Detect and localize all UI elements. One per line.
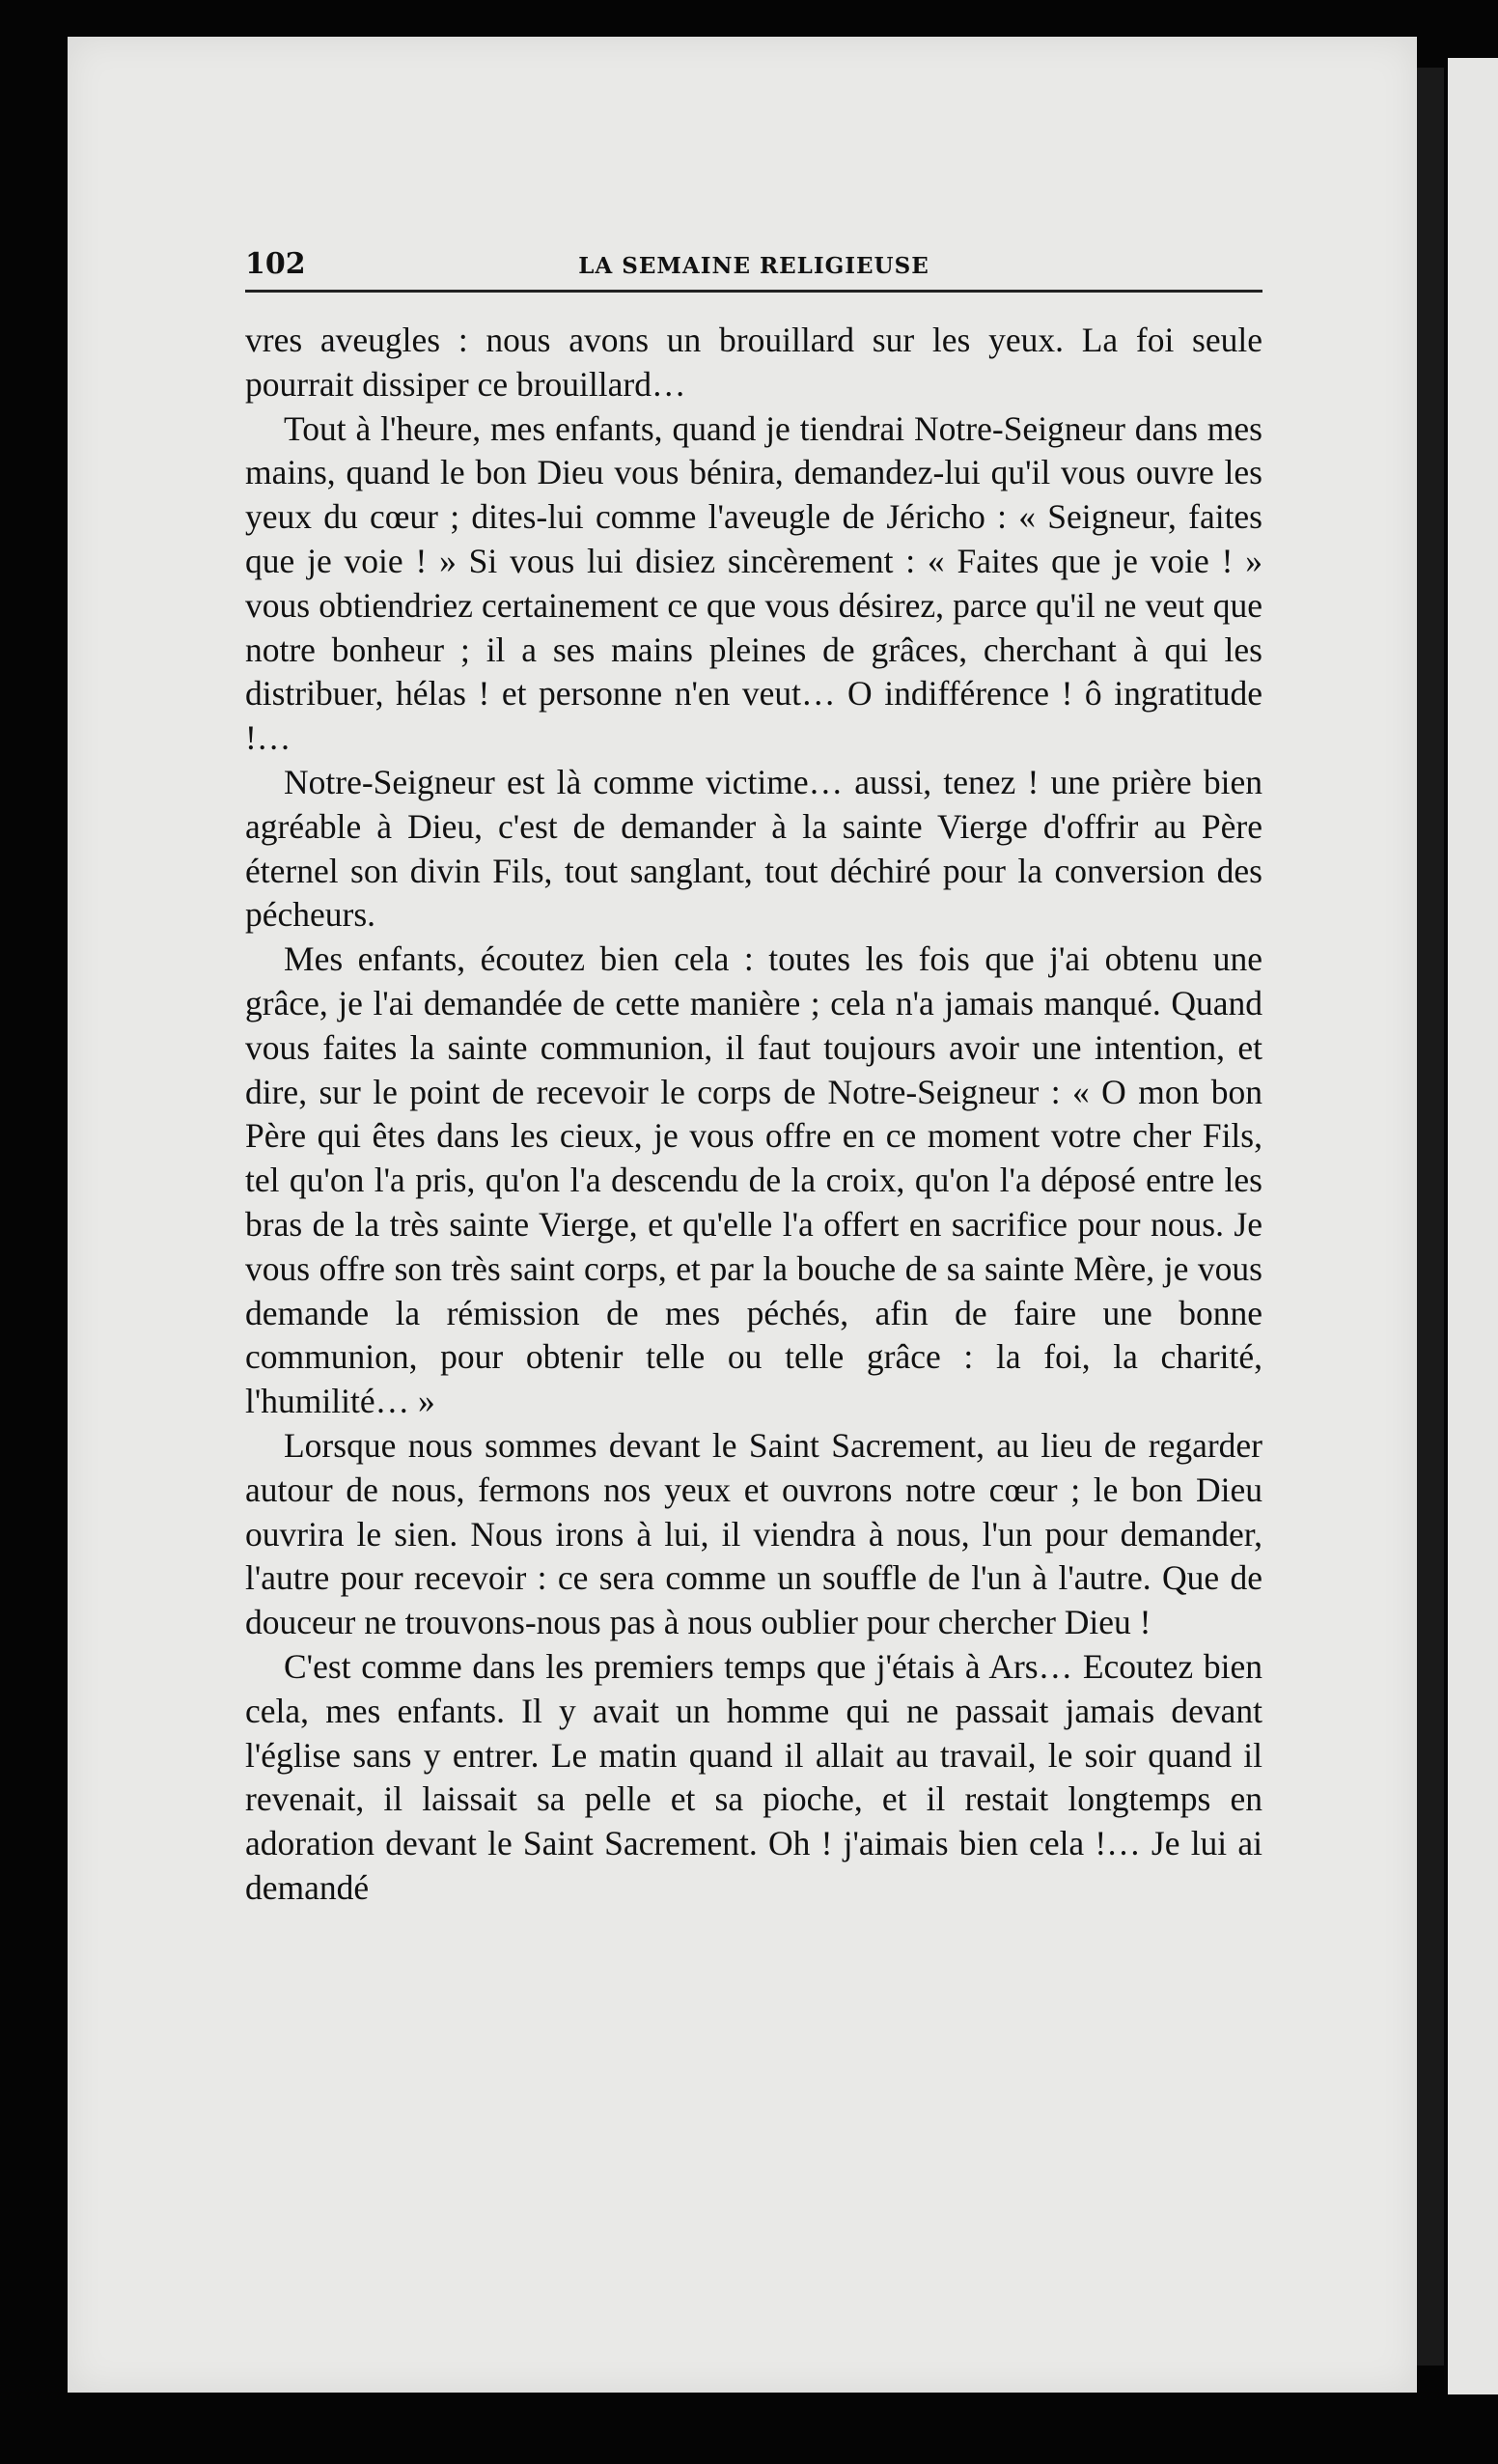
page-number: 102	[245, 247, 306, 281]
paragraph: Notre-Seigneur est là comme victime… aussi, tenez ! une prière bien agréable à Dieu, c'est de demander à la sainte Vierge d'offrir au Père éternel son divin Fils, tout sanglant, tout déchiré pour la conversion des pécheurs.	[245, 762, 1262, 935]
paragraph: Tout à l'heure, mes enfants, quand je tiendrai Notre-Seigneur dans mes mains, quand le bon Dieu vous bénira, demandez-lui qu'il vous ouvre les yeux du cœur ; dites-lui comme l'aveugle de Jéricho : « Seigneur, faites que je voie ! » Si vous lui disiez sincèrement : « Faites que je voie ! » vous obtiendriez certainement ce que vous désirez, parce qu'il ne veut que notre bonheur ; il a ses mains pleines de grâces, cherchant à qui les distribuer, hélas ! et personne n'en veut… O indifférence ! ô ingratitude !…	[245, 408, 1262, 758]
paragraph-continued: vres aveugles : nous avons un brouillard sur les yeux. La foi seule pourrait dissiper ce brouillard…	[245, 321, 1262, 404]
paragraph: Mes enfants, écoutez bien cela : toutes les fois que j'ai obtenu une grâce, je l'ai demandée de cette manière ; cela n'a jamais manqué. Quand vous faites la sainte communion, il faut toujours avoir une intention, et dire, sur le point de recevoir le corps de Notre-Seigneur : « O mon bon Père qui êtes dans les cieux, je vous offre en ce moment votre cher Fils, tel qu'on l'a pris, qu'on l'a descendu de la croix, qu'on l'a déposé entre les bras de la très sainte Vierge, et qu'elle l'a offert en sacrifice pour nous. Je vous offre son très saint corps, et par la bouche de sa sainte Mère, je vous demande la rémission de mes péchés, afin de faire une bonne communion, pour obtenir telle ou telle grâce : la foi, la charité, l'humilité… »	[245, 939, 1262, 1421]
book-gutter-shadow	[1417, 68, 1444, 2366]
running-title: LA SEMAINE RELIGIEUSE	[578, 253, 929, 279]
paragraph: Lorsque nous sommes devant le Saint Sacrement, au lieu de regarder autour de nous, fermons nos yeux et ouvrons notre cœur ; le bon Dieu ouvrira le sien. Nous irons à lui, il viendra à nous, l'un pour demander, l'autre pour recevoir : ce sera comme un souffle de l'un à l'autre. Que de douceur ne trouvons-nous pas à nous oublier pour chercher Dieu !	[245, 1425, 1262, 1642]
running-header	[245, 245, 1262, 293]
next-page-edge	[1448, 58, 1498, 2394]
paragraph: C'est comme dans les premiers temps que j'étais à Ars… Ecoutez bien cela, mes enfants. Il y avait un homme qui ne passait jamais devant l'église sans y entrer. Le matin quand il allait au travail, le soir quand il revenait, il laissait sa pelle et sa pioche, et il restait longtemps en adoration devant le Saint Sacrement. Oh ! j'aimais bien cela !… Je lui ai demandé	[245, 1646, 1262, 1907]
page-body-text	[245, 319, 1262, 1911]
